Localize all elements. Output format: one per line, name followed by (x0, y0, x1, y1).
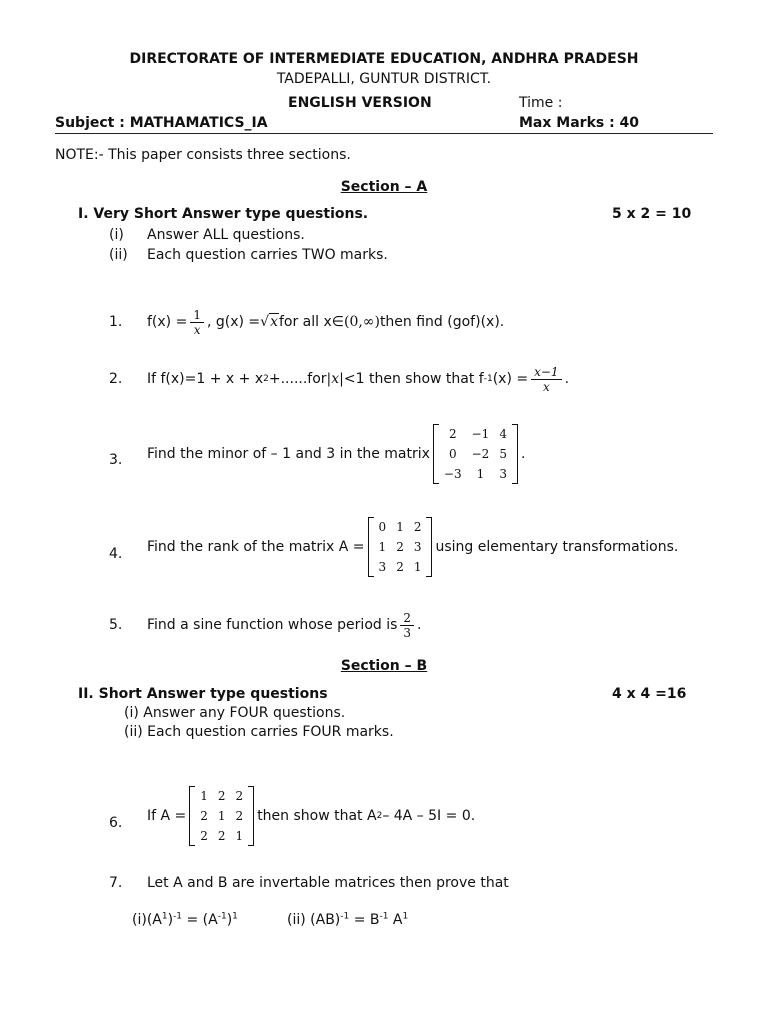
section-b-instr-1: (i) Answer any FOUR questions. (124, 705, 346, 721)
version-label: ENGLISH VERSION (288, 95, 432, 111)
q7-p2-sup-1: -1 (340, 911, 350, 922)
q7-p1-a: (i)(A (132, 912, 162, 928)
q4-matrix (368, 517, 433, 577)
q3-number: 3. (109, 452, 123, 468)
q4-text: Find the rank of the matrix A = (147, 539, 365, 555)
q2-frac-den: x (542, 379, 550, 394)
q1-sqrt (260, 314, 279, 330)
q1-text-a: f(x) = (147, 314, 188, 330)
q6-matrix (189, 786, 254, 846)
matrix-cell: 1 (413, 560, 422, 574)
matrix-cell: 1 (476, 467, 485, 481)
q2-text-e: . (564, 371, 570, 387)
q7-p1-c: = (A (182, 912, 218, 928)
q4-number: 4. (109, 546, 123, 562)
q1-text-b: , g(x) = (206, 314, 261, 330)
q2-text-a: If f(x)=1 + x + x (147, 371, 264, 387)
q5-text: Find a sine function whose period is (147, 617, 398, 633)
q1-frac-num: 1 (190, 308, 204, 323)
section-b-instr-2: (ii) Each question carries FOUR marks. (124, 724, 394, 740)
q5-frac-num: 2 (400, 611, 414, 626)
exam-authority-title: DIRECTORATE OF INTERMEDIATE EDUCATION, ANDHRA PRADESH (129, 51, 639, 67)
q7-p1-sup-1: 1 (161, 911, 168, 922)
q1-number: 1. (109, 314, 123, 330)
section-a-heading: Section – A (340, 179, 428, 195)
q7-part-1 (132, 912, 238, 928)
q7-p1-sup-2: -1 (173, 911, 183, 922)
matrix-cell: 2 (200, 829, 208, 843)
q2-text-b: +......for (268, 371, 327, 387)
q3-text: Find the minor of – 1 and 3 in the matrix (147, 446, 430, 462)
q1-text-d: then find (gof)(x). (379, 314, 505, 330)
matrix-cell: −2 (471, 447, 490, 461)
matrix-cell: −3 (443, 467, 462, 481)
q2-fraction (531, 365, 561, 394)
sqrt-symbol: √ (260, 314, 270, 330)
q6-end-b: – 4A – 5I = 0. (382, 808, 476, 824)
q1-frac-den: x (193, 322, 201, 337)
q6-number: 6. (109, 815, 123, 831)
section-a-instr-1-num: (i) (109, 227, 124, 243)
subject-label: Subject : MATHAMATICS_IA (55, 115, 268, 131)
q1-text-c: for all x∈ (278, 314, 344, 330)
question-4 (147, 515, 678, 579)
q7-p2-sup-2: -1 (379, 911, 389, 922)
q4-end: using elementary transformations. (435, 539, 679, 555)
section-a-instr-1: Answer ALL questions. (147, 227, 305, 243)
sqrt-arg: x (270, 314, 278, 330)
matrix-cell: 1 (200, 789, 208, 803)
matrix-cell: 2 (396, 560, 404, 574)
matrix-cell: 5 (499, 447, 507, 461)
q2-frac-num: x−1 (531, 365, 561, 380)
q2-number: 2. (109, 371, 123, 387)
q7-p1-d: ) (226, 912, 233, 928)
matrix-cell: 4 (499, 427, 507, 441)
matrix-cell: 3 (499, 467, 507, 481)
matrix-right-bracket (512, 424, 518, 484)
matrix-cell: 3 (378, 560, 387, 574)
q7-p2-c: A (388, 912, 403, 928)
matrix-cell: 2 (413, 520, 422, 534)
q5-frac-den: 3 (403, 625, 412, 640)
matrix-cell: 2 (200, 809, 208, 823)
q7-text: Let A and B are invertable matrices then prove that (147, 875, 509, 891)
section-a-part-title: I. Very Short Answer type questions. (78, 206, 369, 222)
q2-abs-x: |x| (326, 371, 344, 387)
q7-number: 7. (109, 875, 123, 891)
q5-end: . (417, 617, 422, 633)
section-a-instr-2-num: (ii) (109, 247, 128, 263)
section-b-marks: 4 x 4 =16 (612, 686, 687, 702)
matrix-cell: 1 (396, 520, 404, 534)
matrix-cell: 1 (217, 809, 226, 823)
question-6: If A = 1 2 2 2 1 2 2 2 1 then show that A 2 – 4A – 5I = 0. (147, 784, 475, 848)
q3-matrix (433, 424, 518, 484)
q5-number: 5. (109, 617, 123, 633)
section-a-instr-2: Each question carries TWO marks. (147, 247, 388, 263)
q5-fraction (400, 611, 414, 640)
matrix-cell: 0 (378, 520, 387, 534)
q7-p1-sup-3: -1 (217, 911, 227, 922)
matrix-cell: 2 (396, 540, 404, 554)
header-divider (55, 133, 713, 134)
matrix-cell: 2 (217, 789, 226, 803)
q7-p2-sup-3: 1 (402, 911, 409, 922)
district-line: TADEPALLI, GUNTUR DISTRICT. (276, 71, 492, 87)
question-1 (147, 303, 504, 341)
question-5 (147, 606, 422, 644)
matrix-cell: 1 (235, 829, 244, 843)
q1-interval: (0,∞) (343, 314, 380, 330)
matrix-cell: −1 (471, 427, 490, 441)
question-3 (147, 422, 525, 486)
q7-p2-a: (ii) (AB) (287, 912, 341, 928)
matrix-cell: 2 (235, 789, 244, 803)
time-label: Time : (519, 95, 563, 111)
section-b-part-title: II. Short Answer type questions (78, 686, 328, 702)
section-b-heading: Section – B (340, 658, 428, 674)
q7-p2-b: = B (349, 912, 380, 928)
q3-end: . (520, 446, 526, 462)
question-2: If f(x)=1 + x + x 2 +......for |x| <1 then show that f -1 (x) = $\frac{x-1}{x}$ . (147, 364, 570, 394)
matrix-cell: 3 (413, 540, 422, 554)
matrix-right-bracket (426, 517, 432, 577)
q1-fraction (190, 308, 204, 337)
q7-p1-sup-4: 1 (232, 911, 238, 922)
matrix-right-bracket (248, 786, 254, 846)
q6-text: If A = (147, 808, 187, 824)
q7-part-2 (287, 912, 408, 928)
q6-end-a: then show that A (257, 808, 377, 824)
matrix-cell: 2 (235, 809, 244, 823)
matrix-cell: 2 (217, 829, 226, 843)
matrix-cell: 2 (448, 427, 457, 441)
q7-p1-b: ) (167, 912, 174, 928)
section-a-marks: 5 x 2 = 10 (612, 206, 692, 222)
matrix-cell: 1 (378, 540, 387, 554)
max-marks-label: Max Marks : 40 (519, 115, 640, 131)
note-text: NOTE:- This paper consists three sections. (55, 147, 351, 163)
matrix-cell: 0 (448, 447, 457, 461)
q2-text-c: <1 then show that f (343, 371, 484, 387)
q2-text-d: (x) = (492, 371, 529, 387)
